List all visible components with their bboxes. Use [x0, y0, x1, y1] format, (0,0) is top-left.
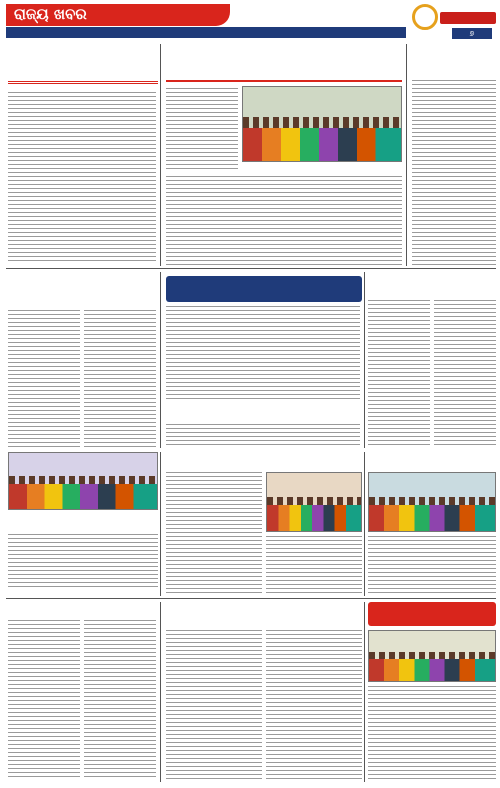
section-title: ରାଜ୍ୟ ଖବର [14, 5, 87, 23]
right-top-headline [412, 44, 496, 74]
bottom-right-body [368, 686, 496, 780]
bottom-left-body-1 [8, 620, 80, 780]
bottom-left-headline [8, 602, 158, 616]
center-mid-headline [172, 280, 356, 298]
column-rule [160, 452, 161, 596]
right-mid-body-2 [434, 300, 496, 448]
column-rule [364, 272, 365, 448]
center-lower-body-2 [266, 536, 362, 596]
right-lower-photo [368, 472, 496, 532]
right-lower-body [368, 536, 496, 596]
left-lower-body [8, 534, 158, 590]
bottom-center-body-1 [166, 630, 262, 780]
right-mid-body-1 [368, 300, 430, 448]
bottom-center-headline [166, 602, 362, 626]
section-divider [6, 598, 496, 599]
left-mid-headline [8, 286, 158, 304]
column-rule [406, 44, 407, 266]
left-photo [8, 452, 158, 510]
anniversary-emblem-icon [412, 4, 438, 30]
left-mid-body-1 [8, 310, 80, 448]
center-mid-subbody [166, 424, 360, 448]
column-rule [160, 272, 161, 448]
column-rule [364, 452, 365, 596]
section-divider [6, 268, 496, 269]
left-lower-headline [8, 514, 158, 530]
right-lower-headline [368, 452, 496, 468]
column-rule [160, 602, 161, 782]
bottom-center-body-2 [266, 630, 362, 780]
center-mid-subhead [166, 406, 360, 420]
center-lower-headline [166, 452, 362, 468]
lead-body-col-2 [166, 176, 402, 266]
lead-left-body [8, 92, 156, 264]
center-lower-body-1 [166, 472, 262, 596]
left-mid-body-2 [84, 310, 156, 448]
lead-headline [166, 58, 402, 82]
issue-info-strip [6, 27, 406, 38]
lead-photo [242, 86, 402, 162]
left-mid-kicker [8, 272, 158, 284]
page-number-badge: ୭ [452, 28, 492, 39]
lead-left-headline [8, 44, 158, 84]
bottom-left-body-2 [84, 620, 156, 780]
lead-kicker [166, 42, 396, 54]
masthead-wordmark [440, 12, 496, 24]
bottom-right-photo [368, 630, 496, 682]
right-top-body [412, 80, 496, 266]
center-lower-photo [266, 472, 362, 532]
column-rule [160, 44, 161, 266]
lead-body-col-1 [166, 88, 238, 172]
column-rule [364, 602, 365, 782]
right-mid-headline [368, 276, 496, 296]
center-mid-body [166, 306, 360, 402]
bottom-right-headline [372, 606, 492, 622]
